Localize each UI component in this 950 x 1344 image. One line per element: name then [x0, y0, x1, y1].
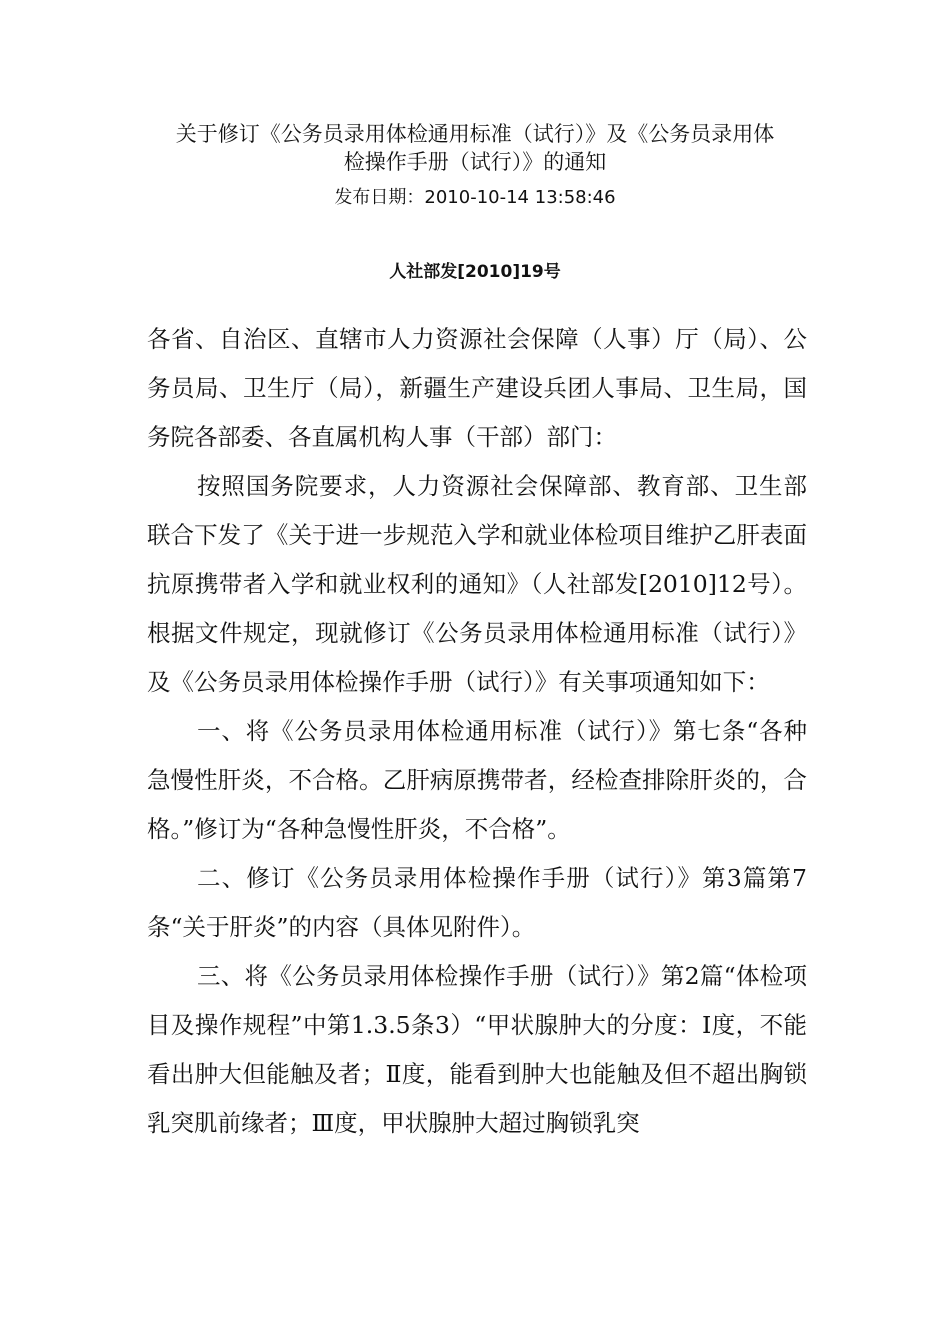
salutation-paragraph: 各省、自治区、直辖市人力资源社会保障（人事）厅（局）、公务员局、卫生厅（局），新疆生产建设兵团人事局、卫生局，国务院各部委、各直属机构人事（干部）部门： — [147, 325, 807, 451]
document-number: 人社部发[2010]19号 — [389, 262, 561, 282]
publish-date-label: 发布日期： — [334, 187, 425, 208]
body-paragraph: 按照国务院要求，人力资源社会保障部、教育部、卫生部联合下发了《关于进一步规范入学和就业体检项目维护乙肝表面抗原携带者入学和就业权利的通知》（人社部发[2010]12号）。根据文件规定，现就修订《公务员录用体检通用标准（试行）》及《公务员录用体检操作手册（试行）》有关事项通知如下： — [147, 472, 807, 696]
publish-date — [120, 185, 830, 211]
document-body — [147, 315, 807, 1148]
body-paragraph: 三、将《公务员录用体检操作手册（试行）》第2篇“体检项目及操作规程”中第1.3.5条3）“甲状腺肿大的分度：Ⅰ度，不能看出肿大但能触及者；Ⅱ度，能看到肿大也能触及但不超出胸锁乳突肌前缘者；Ⅲ度，甲状腺肿大超过胸锁乳突 — [147, 962, 807, 1137]
document-title-line-2: 检操作手册（试行）》的通知 — [343, 150, 607, 174]
body-paragraph: 一、将《公务员录用体检通用标准（试行）》第七条“各种急慢性肝炎，不合格。乙肝病原携带者，经检查排除肝炎的，合格。”修订为“各种急慢性肝炎，不合格”。 — [147, 717, 807, 843]
document-title-line-1: 关于修订《公务员录用体检通用标准（试行）》及《公务员录用体 — [175, 122, 775, 146]
publish-date-value: 2010-10-14 13:58:46 — [424, 187, 616, 208]
body-paragraph: 二、修订《公务员录用体检操作手册（试行）》第3篇第7条“关于肝炎”的内容（具体见附件）。 — [147, 864, 807, 941]
